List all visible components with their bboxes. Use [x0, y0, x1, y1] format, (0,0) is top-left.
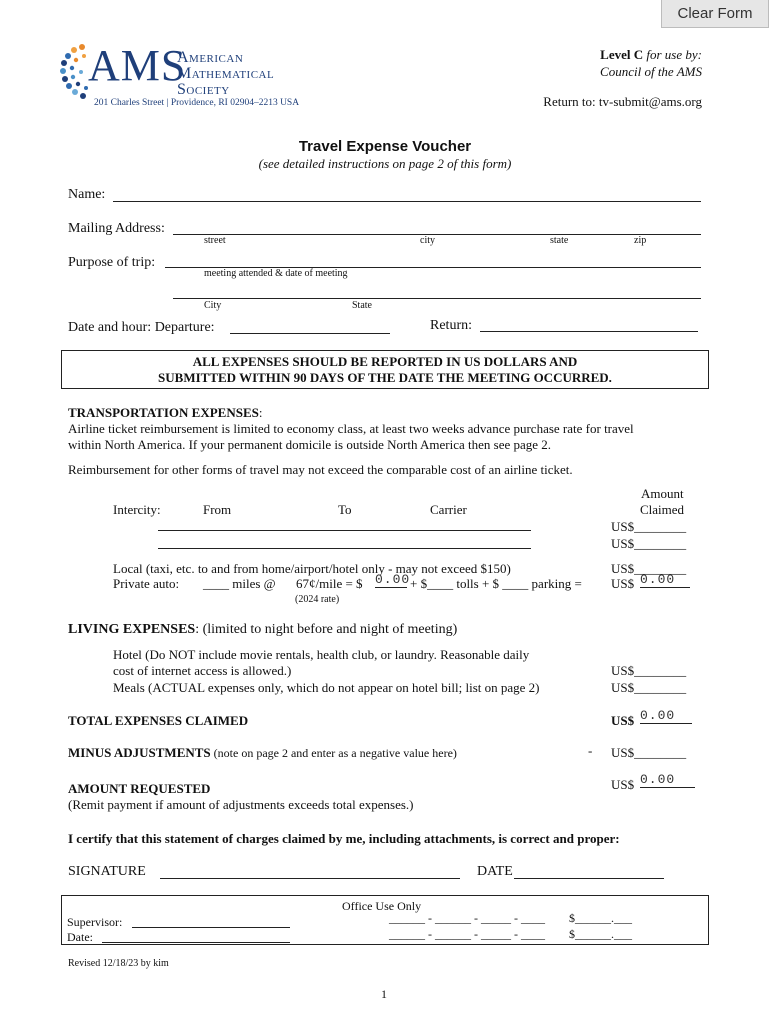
- hotel-line2: cost of internet access is allowed.): [113, 663, 292, 678]
- name-field[interactable]: [113, 201, 701, 202]
- minus-note: (note on page 2 and enter as a negative value here): [210, 746, 457, 760]
- level-info: [600, 47, 702, 63]
- page-subtitle: (see detailed instructions on page 2 of this form): [258, 156, 512, 171]
- meeting-hint: meeting attended & date of meeting: [204, 268, 348, 279]
- page-title: Travel Expense Voucher: [298, 138, 472, 155]
- account-code-row1[interactable]: ______ - ______ - _____ - ____: [389, 911, 545, 925]
- office-use-box: [61, 895, 709, 945]
- local-label: Local (taxi, etc. to and from home/airport/hotel only - may not exceed $150): [113, 561, 511, 576]
- minus-sign: -: [588, 743, 593, 758]
- transport-p1-line2: within North America. If your permanent domicile is outside North America then see page 2.: [68, 437, 552, 452]
- supervisor-label: Supervisor:: [67, 915, 123, 929]
- office-use-title: Office Use Only: [342, 899, 422, 913]
- logo-address: 201 Charles Street | Providence, RI 02904–2213 USA: [94, 98, 300, 108]
- transport-heading-colon: :: [258, 405, 263, 420]
- minus-amount[interactable]: US$________: [611, 745, 687, 760]
- logo-abbr: AMS: [88, 41, 187, 90]
- revised-note: Revised 12/18/23 by kim: [68, 958, 169, 969]
- private-auto-label: Private auto:: [113, 576, 180, 591]
- amount-us-label: US$: [611, 777, 635, 792]
- city2-hint: City: [204, 300, 222, 311]
- transport-heading: [68, 405, 262, 421]
- signature-label: SIGNATURE: [68, 864, 146, 879]
- living-heading: [68, 622, 457, 638]
- from-header: From: [203, 502, 232, 517]
- signature-field[interactable]: [160, 878, 460, 879]
- purpose-location-field[interactable]: [173, 298, 701, 299]
- state-hint: state: [550, 235, 569, 246]
- office-date-label: Date:: [67, 930, 93, 944]
- mailing-address-field[interactable]: [173, 234, 701, 235]
- intercity-label: Intercity:: [113, 502, 161, 517]
- departure-field[interactable]: [230, 333, 390, 334]
- total-us-label: US$: [611, 713, 635, 728]
- notice-line1: ALL EXPENSES SHOULD BE REPORTED IN US DOLLARS AND: [192, 354, 578, 369]
- claimed-header: Claimed: [640, 502, 685, 517]
- logo-name: [177, 50, 274, 98]
- ams-logo: [60, 40, 310, 112]
- supervisor-field[interactable]: [132, 927, 290, 928]
- certify-statement: I certify that this statement of charges claimed by me, including attachments, is correct and proper:: [68, 831, 620, 846]
- intercity-row1-field[interactable]: [158, 530, 531, 531]
- minus-adjustments: [68, 745, 457, 761]
- account-code-row2[interactable]: ______ - ______ - _____ - ____: [389, 927, 545, 941]
- meals-label: Meals (ACTUAL expenses only, which do not appear on hotel bill; list on page 2): [113, 680, 540, 695]
- minus-label: MINUS ADJUSTMENTS: [68, 745, 211, 760]
- office-amount-row2[interactable]: $______.___: [569, 927, 632, 941]
- total-field[interactable]: 0.00: [640, 708, 692, 724]
- notice-line2: SUBMITTED WITHIN 90 DAYS OF THE DATE THE MEETING OCCURRED.: [158, 370, 612, 385]
- return-to: Return to: tv-submit@ams.org: [543, 94, 702, 109]
- zip-hint: zip: [634, 235, 647, 246]
- council-label: Council of the AMS: [600, 64, 702, 79]
- meals-amount[interactable]: US$________: [611, 680, 687, 695]
- for-use-by: for use by:: [643, 47, 702, 62]
- logo-name-line1: American: [177, 49, 244, 66]
- amount-requested-label: AMOUNT REQUESTED: [68, 781, 211, 796]
- page-number: 1: [381, 987, 387, 1001]
- intercity-amount-2[interactable]: US$________: [611, 536, 687, 551]
- street-hint: street: [204, 235, 226, 246]
- logo-name-line3: Society: [177, 81, 230, 98]
- mailing-label: Mailing Address:: [68, 221, 165, 236]
- living-heading-rest: : (limited to night before and night of meeting): [195, 622, 458, 637]
- logo-name-line2: Mathematical: [177, 65, 275, 82]
- purpose-label: Purpose of trip:: [68, 255, 156, 270]
- miles-field[interactable]: ____ miles @: [203, 576, 276, 591]
- state2-hint: State: [352, 300, 372, 311]
- office-amount-row1[interactable]: $______.___: [569, 911, 632, 925]
- level-label: Level C: [600, 47, 644, 62]
- rate-year: (2024 rate): [295, 594, 340, 605]
- intercity-row2-field[interactable]: [158, 548, 531, 549]
- local-amount[interactable]: US$________: [611, 561, 687, 576]
- date-field[interactable]: [514, 878, 664, 879]
- amount-requested-field[interactable]: 0.00: [640, 772, 695, 788]
- to-header: To: [338, 502, 352, 517]
- amount-header: Amount: [641, 486, 684, 501]
- intercity-amount-1[interactable]: US$________: [611, 519, 687, 534]
- carrier-header: Carrier: [430, 502, 467, 517]
- name-label: Name:: [68, 187, 106, 202]
- auto-total-label: US$: [611, 576, 635, 591]
- transport-p1-line1: Airline ticket reimbursement is limited to economy class, at least two weeks advance purchase rate for travel: [68, 421, 634, 436]
- city-hint: city: [420, 235, 435, 246]
- total-label: TOTAL EXPENSES CLAIMED: [68, 713, 249, 728]
- clear-form-button[interactable]: Clear Form: [661, 0, 769, 28]
- departure-label: Date and hour: Departure:: [68, 320, 215, 335]
- hotel-amount[interactable]: US$________: [611, 663, 687, 678]
- transport-p2: Reimbursement for other forms of travel may not exceed the comparable cost of an airline ticket.: [68, 462, 573, 477]
- office-date-field[interactable]: [102, 942, 290, 943]
- living-heading-text: LIVING EXPENSES: [68, 622, 196, 637]
- amount-requested-note: (Remit payment if amount of adjustments exceeds total expenses.): [68, 797, 414, 812]
- return-label: Return:: [430, 318, 472, 333]
- transport-heading-text: TRANSPORTATION EXPENSES: [68, 405, 259, 420]
- hotel-line1: Hotel (Do NOT include movie rentals, health club, or laundry. Reasonable daily: [113, 647, 530, 662]
- tolls-parking: + $____ tolls + $ ____ parking =: [410, 576, 582, 591]
- auto-total-field[interactable]: 0.00: [640, 572, 690, 588]
- notice-box: [61, 350, 709, 389]
- date-label: DATE: [477, 864, 513, 879]
- return-field[interactable]: [480, 331, 698, 332]
- mileage-rate: 67¢/mile = $: [296, 576, 363, 591]
- auto-amount-field[interactable]: 0.00: [375, 572, 411, 587]
